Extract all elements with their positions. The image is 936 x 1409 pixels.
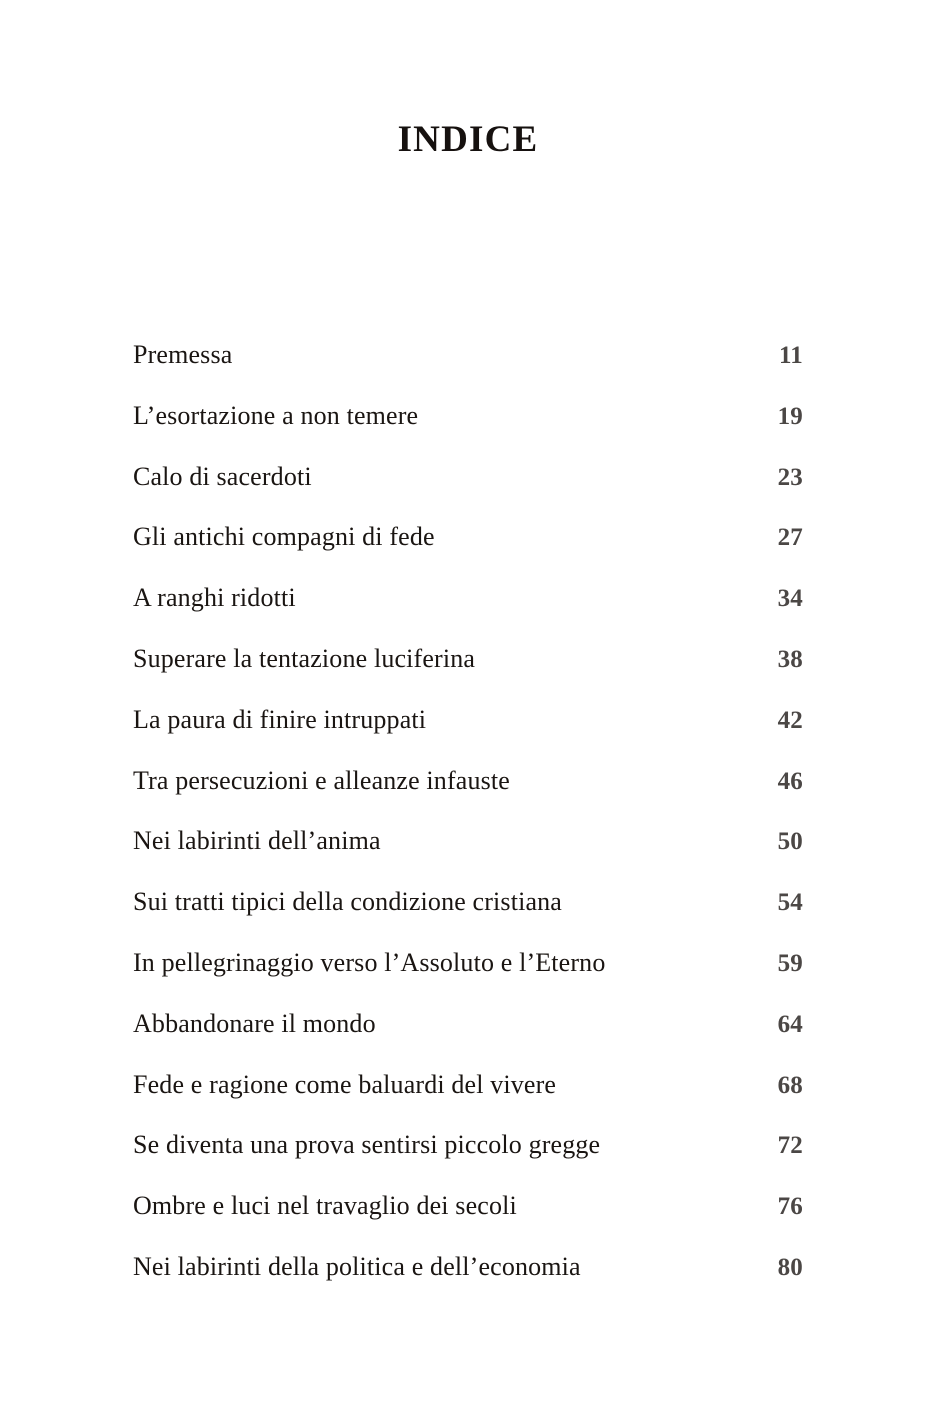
- toc-entry[interactable]: [133, 642, 803, 703]
- toc-entry-label: In pellegrinaggio verso l’Assoluto e l’Eterno: [133, 947, 606, 977]
- toc-entry-label: Gli antichi compagni di fede: [133, 522, 435, 552]
- toc-entry[interactable]: [133, 1189, 803, 1250]
- toc-entry-label: Sui tratti tipici della condizione cristiana: [133, 887, 562, 917]
- toc-entry[interactable]: [133, 946, 803, 1007]
- toc-entry[interactable]: [133, 399, 803, 460]
- toc-entry[interactable]: [133, 1128, 803, 1189]
- toc-entry-label: Nei labirinti dell’anima: [133, 826, 381, 856]
- toc-entry[interactable]: [133, 1250, 803, 1311]
- toc-entry[interactable]: [133, 703, 803, 764]
- toc-entry[interactable]: [133, 824, 803, 885]
- toc-entry-label: Tra persecuzioni e alleanze infauste: [133, 765, 510, 795]
- toc-entry-label: L’esortazione a non temere: [133, 400, 419, 430]
- toc-entry-page-number: 54: [777, 889, 803, 917]
- toc-entry-label: Fede e ragione come baluardi del vivere: [133, 1069, 557, 1099]
- toc-entry-page-number: 19: [777, 402, 803, 430]
- toc-entry-label: Calo di sacerdoti: [133, 461, 312, 491]
- toc-entry[interactable]: [133, 338, 803, 399]
- toc-entry[interactable]: [133, 460, 803, 521]
- toc-entry[interactable]: [133, 1007, 803, 1068]
- toc-entry-label: Se diventa una prova sentirsi piccolo gregge: [133, 1130, 601, 1160]
- toc-entry-page-number: 46: [777, 767, 803, 795]
- toc-entry-label: La paura di finire intruppati: [133, 704, 427, 734]
- toc-entry-page-number: 76: [777, 1193, 803, 1221]
- toc-entry-page-number: 27: [777, 524, 803, 552]
- toc-entry[interactable]: [133, 581, 803, 642]
- toc-entry-label: Premessa: [133, 340, 233, 369]
- toc-entry-page-number: 38: [777, 645, 803, 673]
- toc-entry-page-number: 72: [777, 1132, 803, 1160]
- toc-entry-page-number: 34: [777, 585, 803, 613]
- toc-entry[interactable]: [133, 885, 803, 946]
- toc-entry[interactable]: [133, 520, 803, 581]
- toc-entry-page-number: 80: [777, 1253, 803, 1281]
- toc-entry[interactable]: [133, 764, 803, 825]
- toc-entry-page-number: 68: [777, 1071, 803, 1099]
- toc-entry-label: Superare la tentazione luciferina: [133, 643, 476, 673]
- toc-entry-page-number: 23: [777, 463, 803, 491]
- table-of-contents-list: [133, 338, 803, 1311]
- toc-entry[interactable]: [133, 1068, 803, 1129]
- toc-entry-label: Nei labirinti della politica e dell’economia: [133, 1251, 581, 1281]
- page-title: INDICE: [397, 119, 539, 160]
- toc-entry-page-number: 11: [778, 342, 803, 369]
- toc-entry-label: Abbandonare il mondo: [133, 1008, 376, 1038]
- toc-entry-page-number: 42: [777, 706, 803, 734]
- toc-entry-page-number: 59: [777, 949, 803, 977]
- toc-entry-page-number: 50: [777, 828, 803, 856]
- toc-entry-label: A ranghi ridotti: [133, 583, 296, 613]
- toc-entry-label: Ombre e luci nel travaglio dei secoli: [133, 1191, 517, 1221]
- toc-entry-page-number: 64: [777, 1010, 803, 1038]
